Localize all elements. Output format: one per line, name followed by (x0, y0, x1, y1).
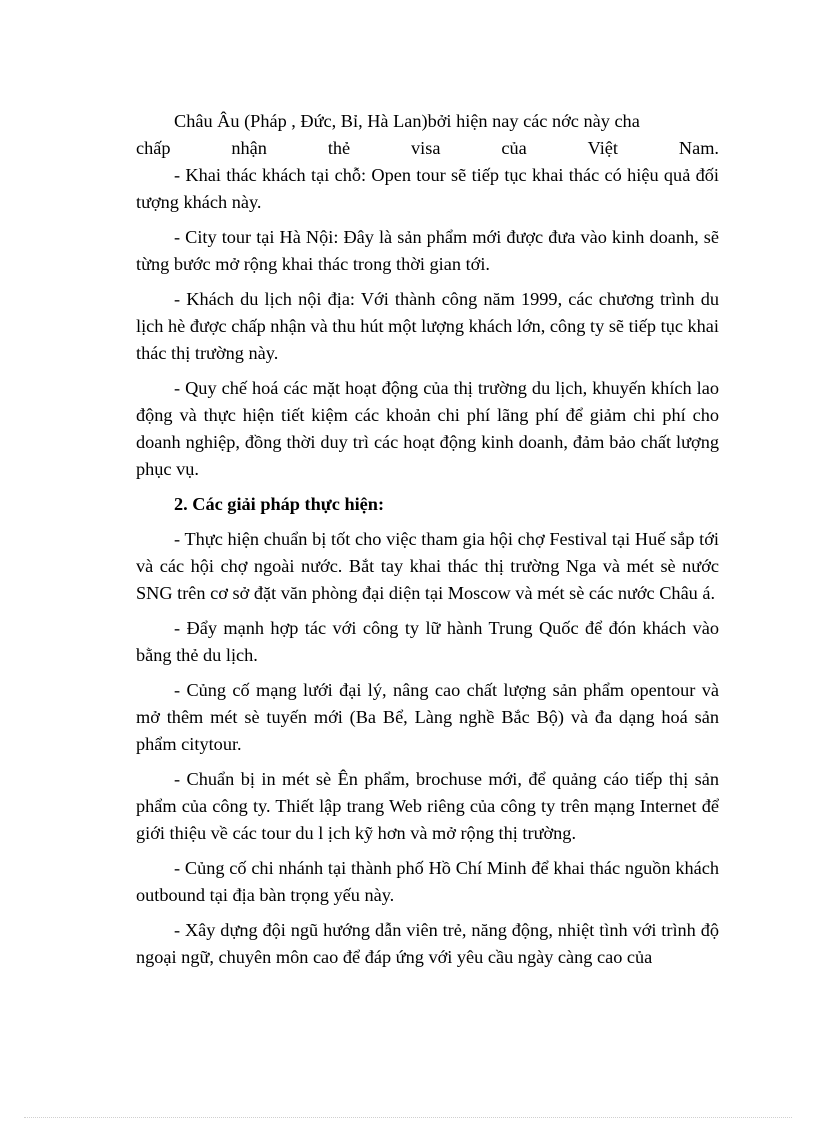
paragraph-intro (136, 108, 719, 162)
solution-2: - Đẩy mạnh hợp tác với công ty lữ hành Trung Quốc để đón khách vào bằng thẻ du lịch. (136, 618, 719, 665)
solution-5: - Củng cố chi nhánh tại thành phố Hồ Chí Minh để khai thác nguồn khách outbound tại địa bàn trọng yếu này. (136, 858, 719, 905)
solution-1: - Thực hiện chuẩn bị tốt cho việc tham gia hội chợ Festival tại Huế sắp tới và các hội chợ ngoài nước. Bắt tay khai thác thị trường Nga và mét sè nước SNG trên cơ sở đặt văn phòng đại diện tại Moscow và mét sè các nước Châu á. (136, 529, 719, 603)
paragraph-2: - City tour tại Hà Nội: Đây là sản phẩm mới được đưa vào kinh doanh, sẽ từng bước mở rộng khai thác trong thời gian tới. (136, 227, 719, 274)
paragraph-3: - Khách du lịch nội địa: Với thành công năm 1999, các chương trình du lịch hè được chấp nhận và thu hút một lượng khách lớn, công ty sẽ tiếp tục khai thác thị trường này. (136, 289, 719, 363)
section-heading: 2. Các giải pháp thực hiện: (174, 494, 385, 514)
solution-3: - Củng cố mạng lưới đại lý, nâng cao chất lượng sản phẩm opentour và mở thêm mét sè tuyến mới (Ba Bể, Làng nghề Bắc Bộ) và đa dạng hoá sản phẩm citytour. (136, 680, 719, 754)
intro-line-2: chấp nhận thẻ visa của Việt Nam. (136, 138, 719, 158)
solution-6: - Xây dựng đội ngũ hướng dẫn viên trẻ, năng động, nhiệt tình với trình độ ngoại ngữ, chuyên môn cao để đáp ứng với yêu cầu ngày càng cao của (136, 920, 719, 967)
solution-4: - Chuẩn bị in mét sè Ên phẩm, brochuse mới, để quảng cáo tiếp thị sản phẩm của công ty. Thiết lập trang Web riêng của công ty trên mạng Internet để giới thiệu về các tour du l ịch kỹ hơn và mở rộng thị trường. (136, 769, 719, 843)
paragraph-4: - Quy chế hoá các mặt hoạt động của thị trường du lịch, khuyến khích lao động và thực hiện tiết kiệm các khoản chi phí lãng phí để giảm chi phí cho doanh nghiệp, đồng thời duy trì các hoạt động kinh doanh, đảm bảo chất lượng phục vụ. (136, 378, 719, 479)
intro-line-1: Châu Âu (Pháp , Đức, Bỉ, Hà Lan)bởi hiện nay các nớc này cha (174, 111, 640, 131)
paragraph-1: - Khai thác khách tại chỗ: Open tour sẽ tiếp tục khai thác có hiệu quả đối tượng khách này. (136, 165, 719, 212)
document-page (136, 108, 719, 979)
page-bottom-rule (24, 1117, 792, 1118)
